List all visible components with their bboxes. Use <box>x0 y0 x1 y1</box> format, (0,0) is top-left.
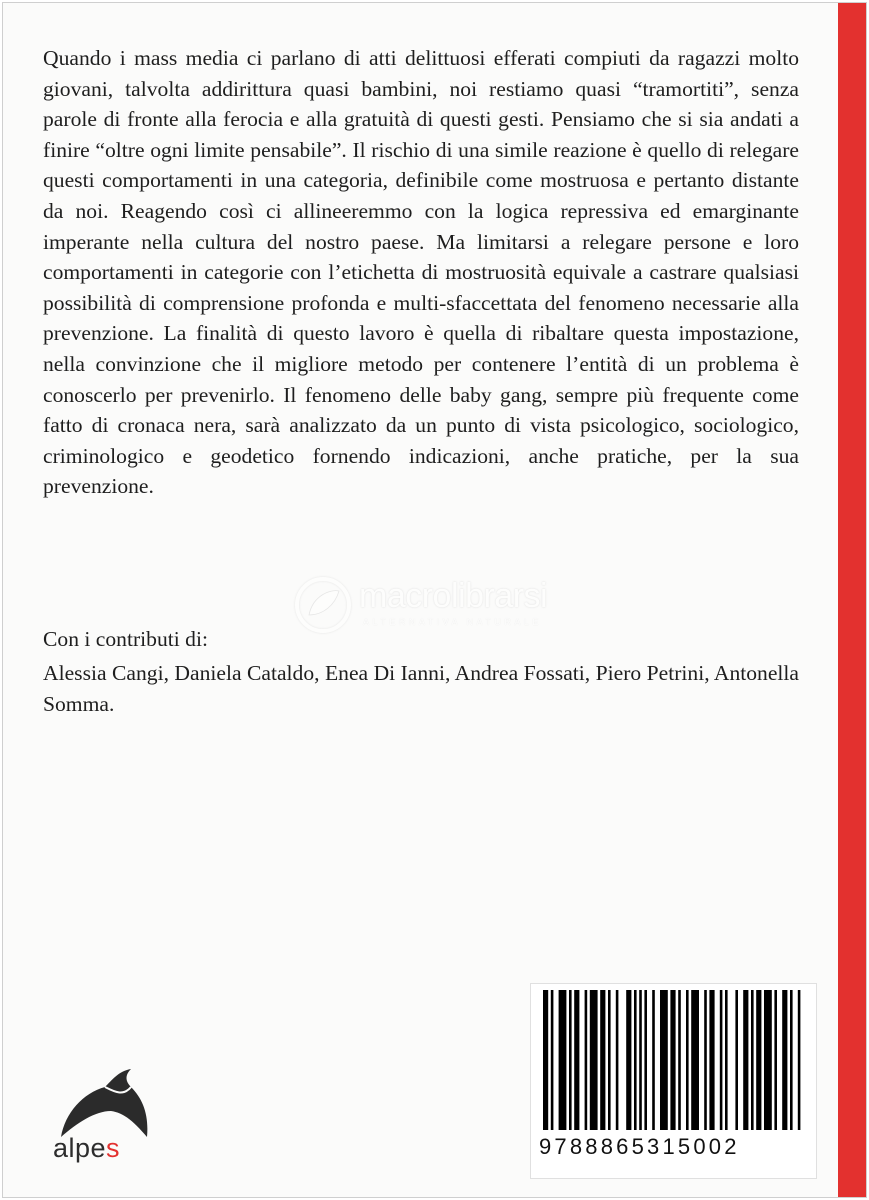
macrolibrarsi-watermark <box>293 575 593 635</box>
barcode-bar <box>660 990 668 1130</box>
barcode-bar <box>756 990 761 1130</box>
barcode-bar <box>639 990 642 1130</box>
barcode-bar <box>678 990 681 1130</box>
barcode-bar <box>543 990 548 1130</box>
barcode-bar <box>764 990 772 1130</box>
barcode-bar <box>585 990 588 1130</box>
barcode-bar <box>790 990 793 1130</box>
barcode-bar <box>574 990 579 1130</box>
barcode-bar <box>751 990 754 1130</box>
barcode-bar <box>691 990 699 1130</box>
barcode-bar <box>569 990 572 1130</box>
barcode-bar <box>709 990 714 1130</box>
contributors-heading: Con i contributi di: <box>43 627 208 651</box>
barcode-bar <box>704 990 707 1130</box>
isbn-barcode <box>530 983 817 1179</box>
barcode-bar <box>743 990 748 1130</box>
barcode-bar <box>590 990 598 1130</box>
barcode-bar <box>670 990 675 1130</box>
book-back-cover <box>2 2 867 1198</box>
publisher-logo <box>39 1053 179 1173</box>
barcode-bar <box>626 990 631 1130</box>
barcode-bar <box>616 990 619 1130</box>
red-spine-band <box>838 3 866 1197</box>
barcode-bar <box>551 990 554 1130</box>
barcode-bar <box>798 990 801 1130</box>
barcode-bar <box>634 990 637 1130</box>
contributors-names: Alessia Cangi, Daniela Cataldo, Enea Di Ianni, Andrea Fossati, Piero Petrini, Antonella Somma. <box>43 661 799 716</box>
publisher-name: alpes <box>53 1133 121 1163</box>
back-cover-blurb: Quando i mass media ci parlano di atti delittuosi efferati compiuti da ragazzi molto giovani, talvolta addirittura quasi bambini, noi restiamo quasi “tramortiti”, senza parole di fronte alla ferocia e alla gratuità di questi gesti. Pensiamo che si sia andati a finire “oltre ogni limite pensabile”. Il rischio di una simile reazione è quello di relegare questi comportamenti in una categoria, definibile come mostruosa e pertanto distante da noi. Reagendo così ci allineeremmo con la logica repressiva ed emarginante imperante nella cultura del nostro paese. Ma limitarsi a relegare persone e loro comportamenti in categorie con l’etichetta di mostruosità equivale a castrare qualsiasi possibilità di comprensione profonda e multi-sfaccettata del fenomeno necessarie alla prevenzione. La finalità di questo lavoro è quella di ribaltare questa impostazione, nella convinzione che il migliore metodo per contenere l’entità di un problema è conoscerlo per prevenirlo. Il fenomeno delle baby gang, sempre più frequente come fatto di cronaca nera, sarà analizzato da un punto di vista psicologico, sociologico, criminologico e geodetico fornendo indicazioni, anche pratiche, per la sua prevenzione. <box>43 46 799 499</box>
barcode-bar <box>720 990 723 1130</box>
barcode-bar <box>782 990 787 1130</box>
barcode-bar <box>725 990 728 1130</box>
watermark-tagline: ALTERNATIVA NATURALE <box>363 617 542 627</box>
leaf-icon <box>293 575 353 635</box>
barcode-bar <box>600 990 605 1130</box>
barcode-bar <box>735 990 738 1130</box>
isbn-number: 9788865315002 <box>539 1134 740 1159</box>
barcode-bar <box>608 990 611 1130</box>
barcode-bar <box>559 990 567 1130</box>
barcode-bar <box>774 990 777 1130</box>
barcode-bar <box>686 990 689 1130</box>
watermark-brand: macrolibrarsi <box>359 577 548 615</box>
barcode-bar <box>644 990 647 1130</box>
barcode-bar <box>652 990 655 1130</box>
barcode-bars <box>539 984 807 1132</box>
mountain-bird-icon <box>39 1053 179 1143</box>
